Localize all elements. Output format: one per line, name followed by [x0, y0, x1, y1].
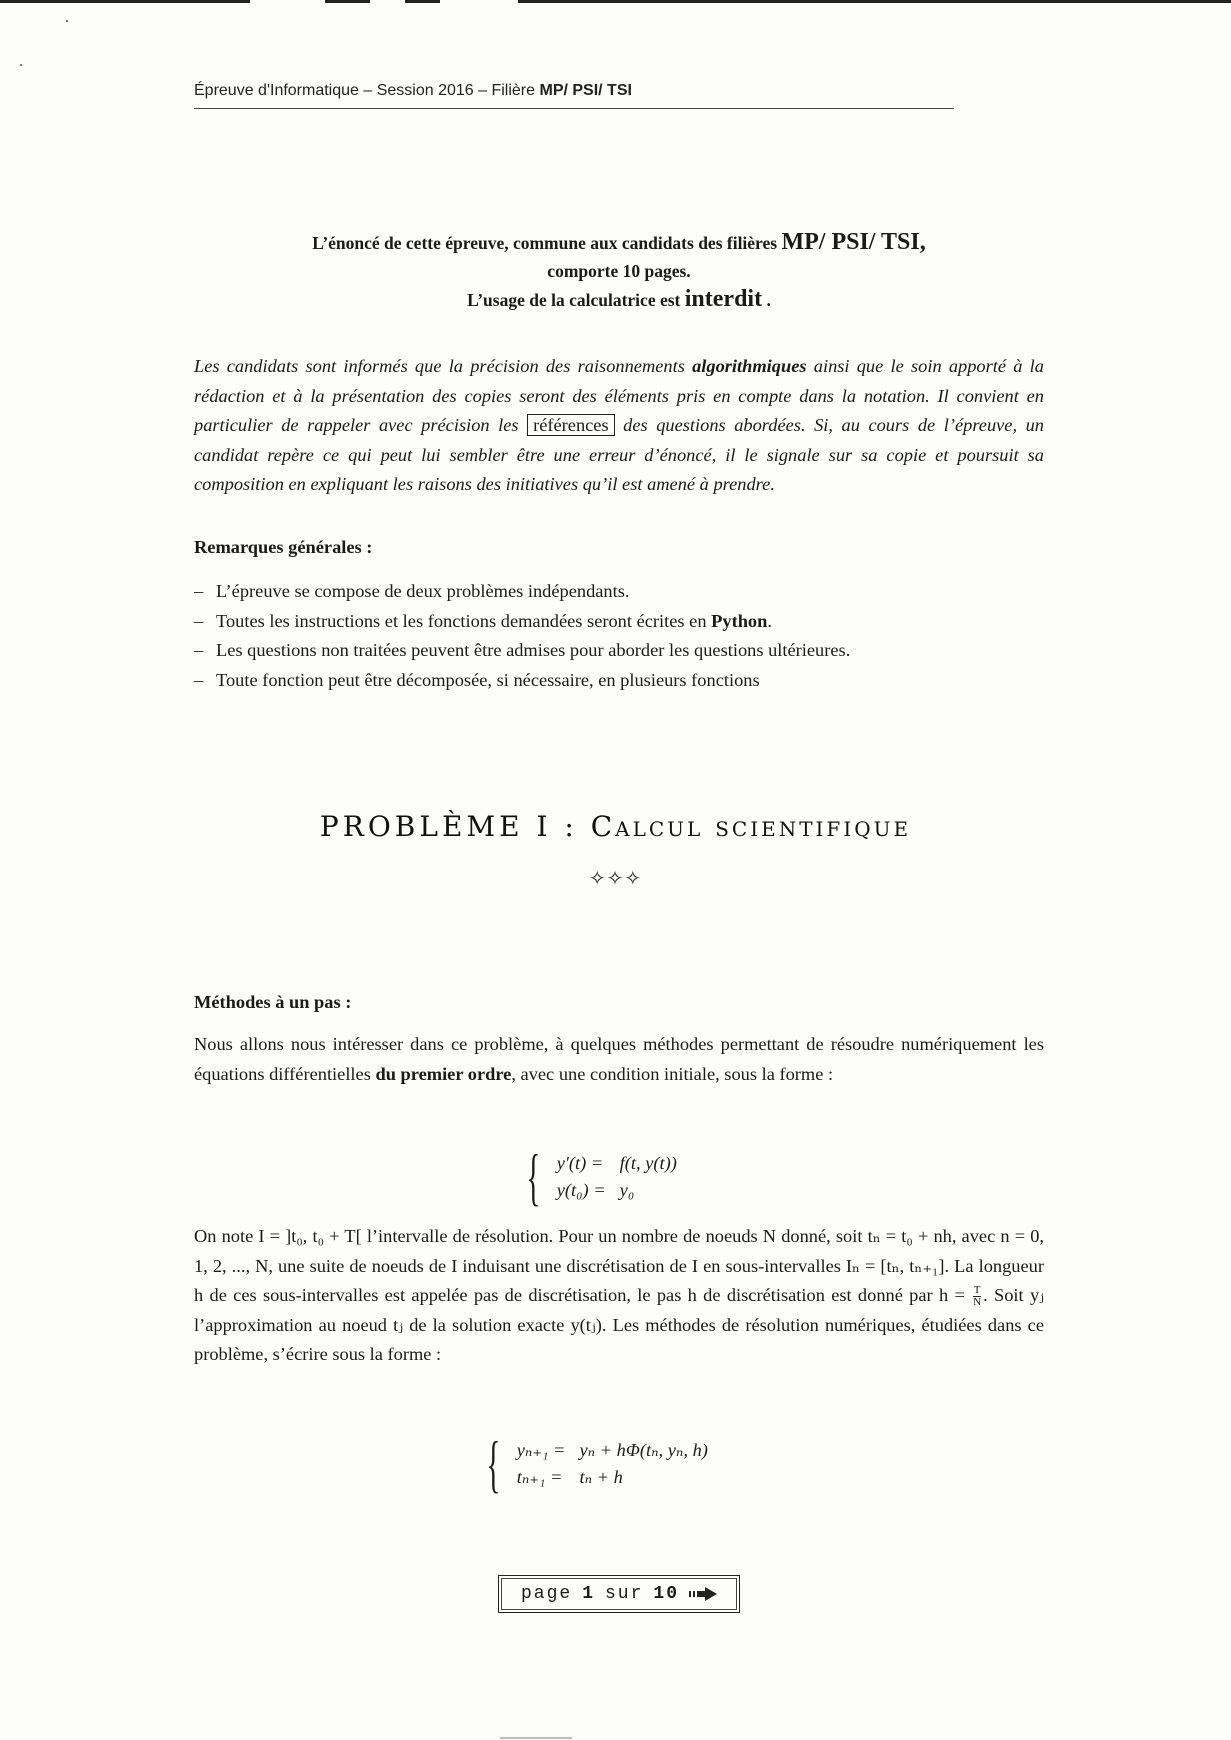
system-2-rhs-1: yₙ + hΦ(tₙ, yₙ, h) [579, 1440, 708, 1460]
scan-mark [518, 0, 1231, 3]
methods-paragraph [194, 1030, 1044, 1089]
problem-title-subject: Calcul scientifique [590, 810, 912, 843]
intro-boxed-word: références [527, 414, 615, 436]
notice-line-1 [194, 228, 1044, 257]
scan-mark [0, 0, 250, 3]
intro-paragraph [194, 352, 1044, 500]
discretisation-text-1: On note I = ]t₀, t₀ + T[ l’intervalle de résolution. Pour un nombre de noeuds N donné, soit tₙ = t₀ + nh, avec n = 0, 1, 2, ..., N, une suite de noeuds de I induisant une discrétisation de I en sous-intervalles Iₙ = [tₙ, tₙ₊₁]. La longueur h de ces sous-intervalles est appelée pas de discrétisation, le pas h de discrétisation est donné par h = [194, 1226, 1044, 1305]
equation-system-1 [518, 1141, 677, 1212]
remarks-list [194, 577, 1074, 695]
discretisation-paragraph [194, 1222, 1044, 1370]
problem-title-main: PROBLÈME I : [319, 810, 591, 843]
system-2-rhs-2: tₙ + h [579, 1467, 623, 1487]
fraction-t-over-n [973, 1285, 981, 1308]
list-item: – Les questions non traitées peuvent être admises pour aborder les questions ultérieures. [194, 636, 1074, 666]
remark-2-suffix: . [767, 610, 772, 631]
notice-line-1-text: L’énoncé de cette épreuve, commune aux candidats des filières [312, 233, 782, 253]
exam-notice [194, 228, 1044, 314]
discretisation-text-2: . Soit yⱼ l’approximation au noeud tⱼ de la solution exacte y(tⱼ). Les méthodes de résolution numériques, étudiées dans ce problème, s’écrire sous la forme : [194, 1285, 1044, 1364]
equation-system-2 [478, 1428, 708, 1499]
pager-word-of: sur [605, 1584, 644, 1604]
methods-bold: du premier ordre [375, 1063, 512, 1084]
remark-2-text: Toutes les instructions et les fonctions demandées seront écrites en [216, 610, 712, 631]
next-arrow-icon [689, 1587, 717, 1601]
notice-line-2: comporte 10 pages. [547, 261, 691, 281]
fraction-denominator: N [973, 1296, 982, 1309]
intro-text-2: ainsi que le soin apporté à la rédaction et à la présentation des copies seront des éléments pris en compte dans la notation. Il convient en particulier de rappeler avec précision les [194, 356, 1044, 435]
list-item [194, 607, 1074, 637]
intro-bold: algorithmiques [692, 356, 807, 376]
notice-filieres: MP/ PSI/ TSI, [781, 229, 926, 255]
scan-speck [20, 64, 22, 66]
pager-current: 1 [582, 1584, 595, 1604]
scan-mark [325, 0, 370, 3]
intro-text-3: des questions abordées. Si, au cours de l’épreuve, un candidat repère ce qui peut lui sembler être une erreur d’énoncé, il le signale sur sa copie et poursuit sa composition en expliquant les raisons des initiatives qu’il est amené à prendre. [194, 415, 1044, 494]
fraction-numerator: T [973, 1284, 981, 1297]
list-item: – Toute fonction peut être décomposée, si nécessaire, en plusieurs fonctions [194, 666, 1074, 696]
notice-line-3-suffix: . [762, 290, 771, 310]
notice-interdit: interdit [684, 286, 763, 312]
scan-speck [66, 20, 68, 22]
problem-title [0, 810, 1231, 843]
remark-2-bold: Python [711, 610, 768, 631]
intro-text-1: Les candidats sont informés que la précision des raisonnements [194, 356, 693, 376]
remarks-title: Remarques générales : [194, 537, 373, 557]
brace-icon: { [486, 1428, 501, 1499]
brace-icon: { [526, 1141, 541, 1212]
ornament-icon: ✧✧✧ [588, 866, 643, 890]
methods-text-1: Nous allons nous intéresser dans ce problème, à quelques méthodes permettant de résoudre numériquement les équations différentielles [194, 1034, 1044, 1084]
system-2-lhs-1: yₙ₊₁ = [516, 1440, 566, 1460]
header-text: Épreuve d'Informatique – Session 2016 – Filière [194, 82, 540, 99]
system-1-lhs-1: y′(t) = [556, 1153, 604, 1173]
system-1-rhs-1: f(t, y(t)) [619, 1153, 677, 1173]
system-2-lhs-2: tₙ₊₁ = [516, 1467, 563, 1487]
system-1-rhs-2: y₀ [619, 1180, 635, 1200]
notice-line-3-text: L’usage de la calculatrice est [467, 290, 685, 310]
notice-line-3 [194, 285, 1044, 314]
pager-word-page: page [520, 1584, 573, 1604]
scan-mark [500, 1737, 572, 1739]
header-filiere: MP/ PSI/ TSI [539, 82, 632, 99]
scan-mark [405, 0, 440, 3]
methods-text-2: , avec une condition initiale, sous la forme : [511, 1063, 834, 1084]
methods-title: Méthodes à un pas : [194, 992, 352, 1012]
list-item: – L’épreuve se compose de deux problèmes indépendants. [194, 577, 1074, 607]
system-1-lhs-2: y(t₀) = [556, 1180, 606, 1200]
page-header [194, 82, 954, 109]
pager-total: 10 [653, 1584, 680, 1604]
page-indicator [498, 1575, 740, 1613]
